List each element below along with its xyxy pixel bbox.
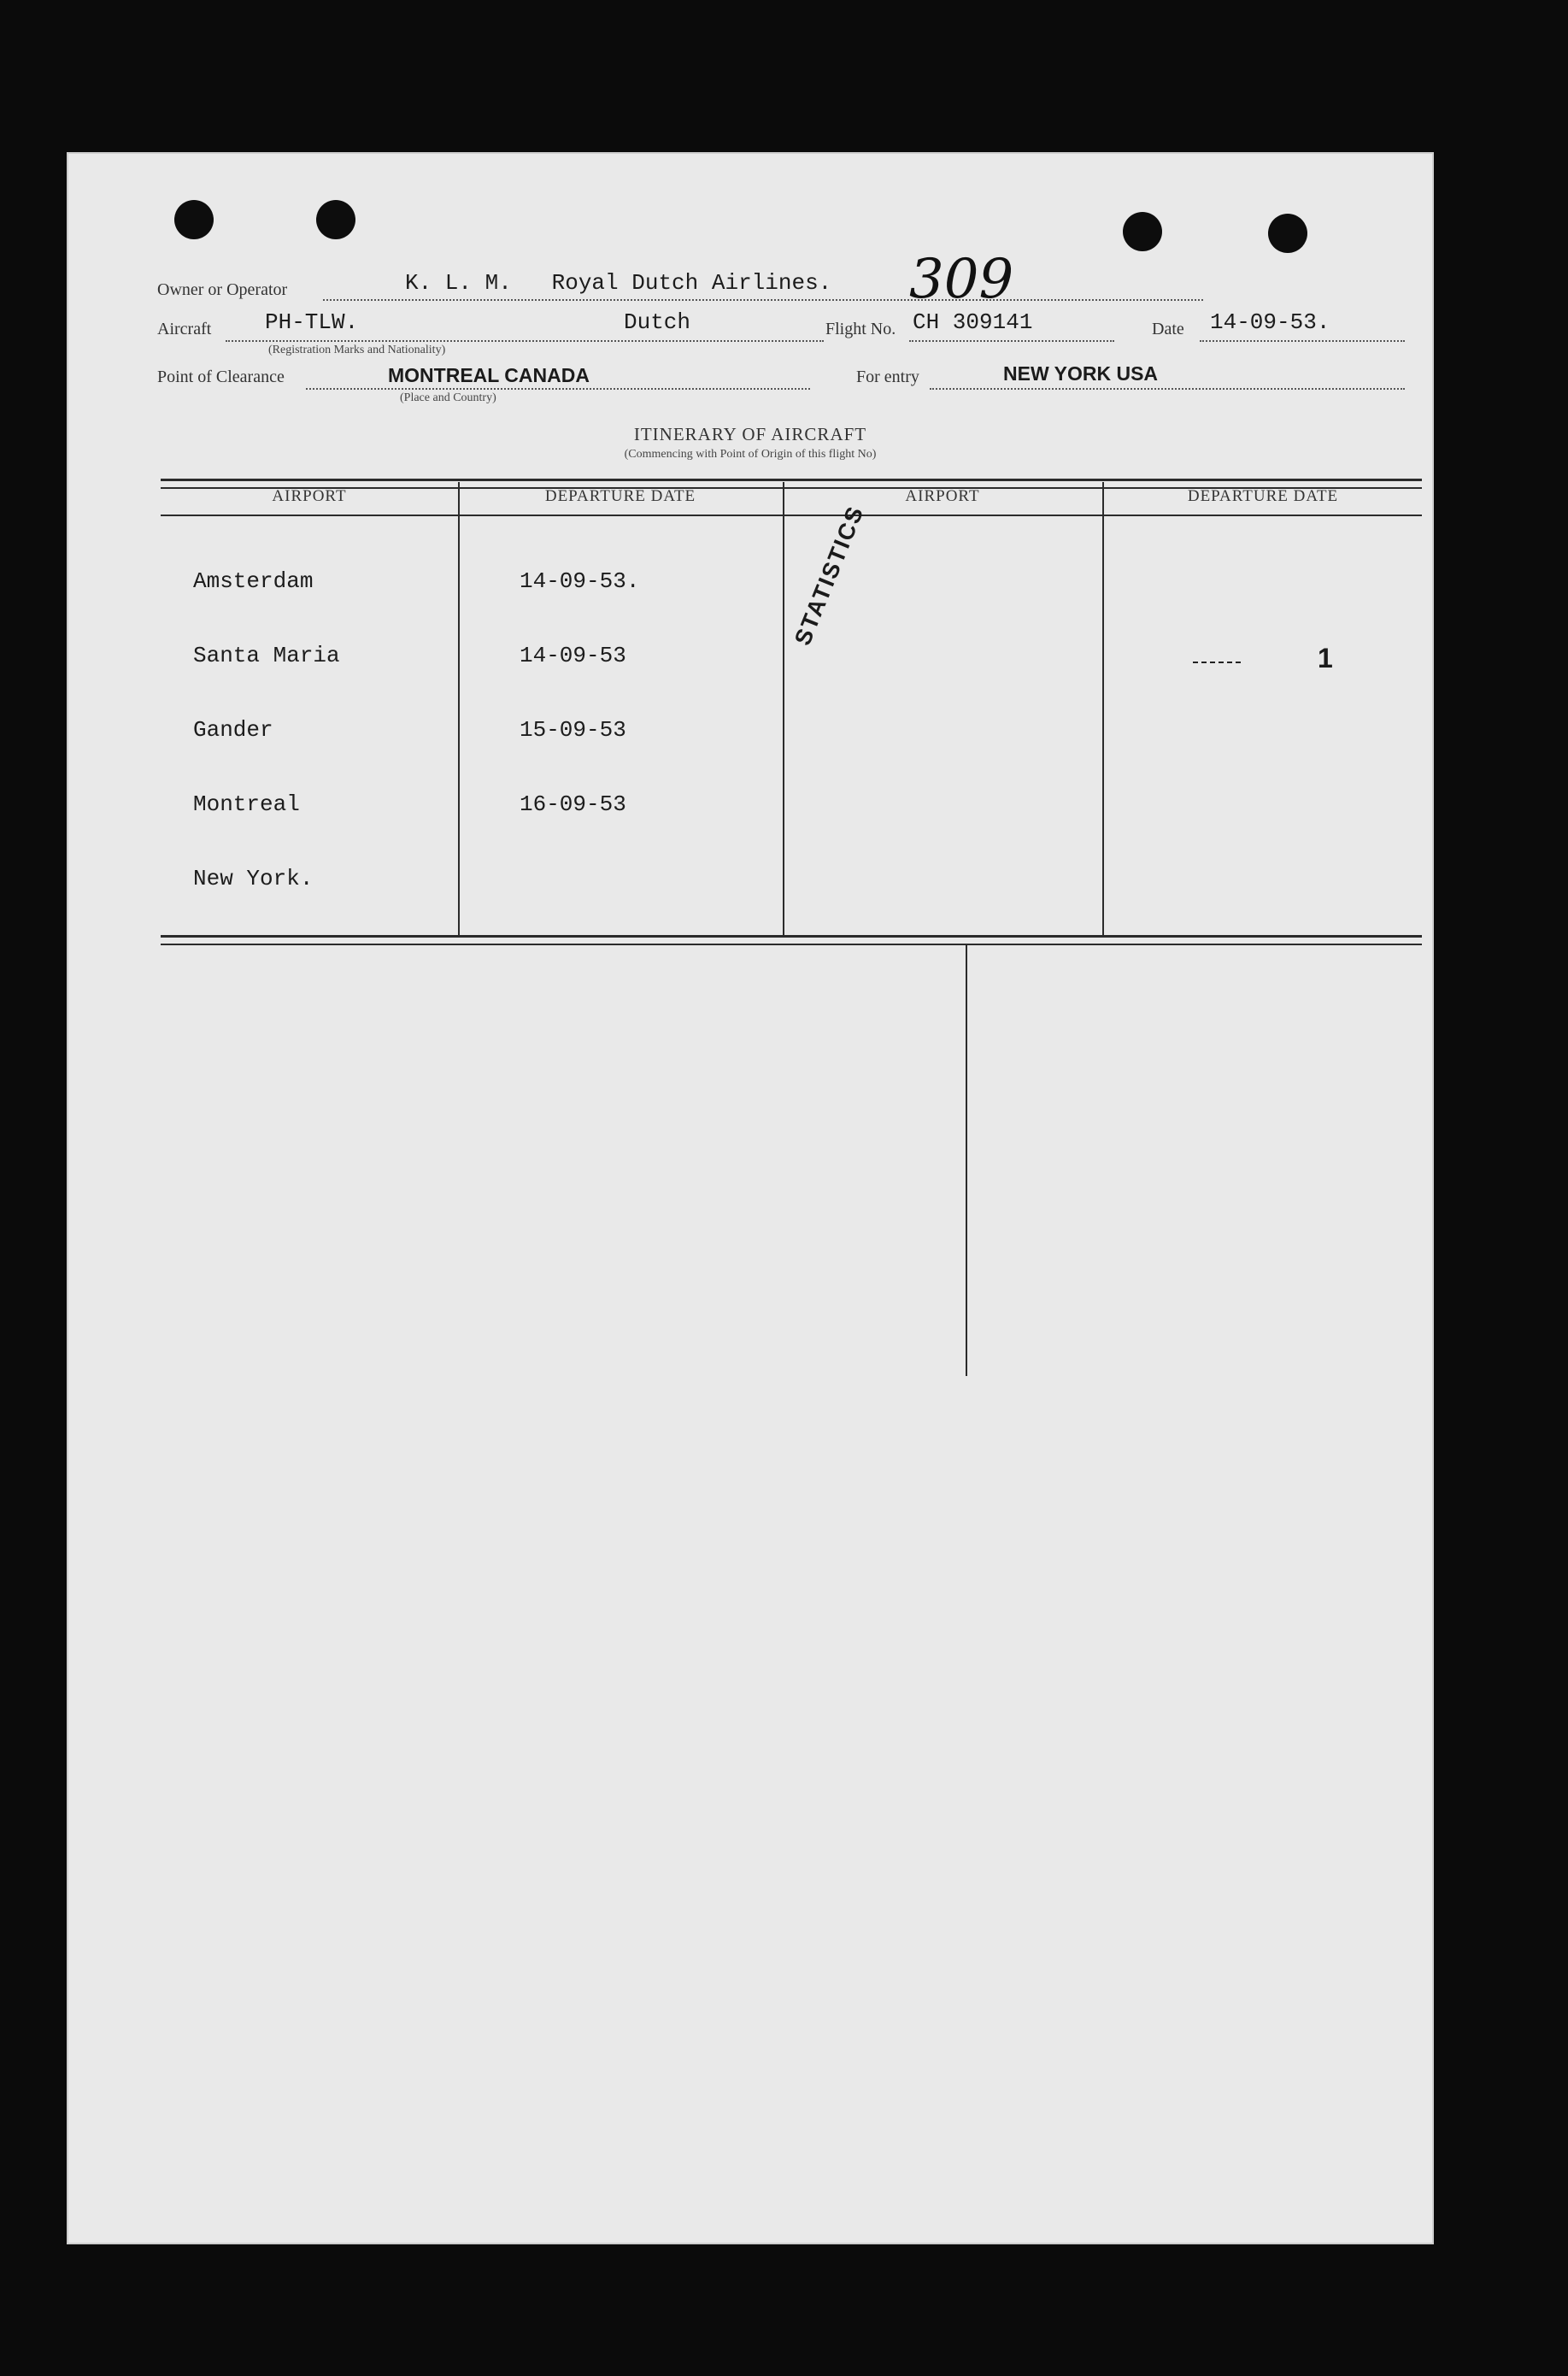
statistics-stamp: STATISTICS [790,502,869,650]
punch-hole [316,200,355,239]
entry-label: For entry [856,368,919,386]
itinerary-airports [193,520,340,941]
itinerary-airport: Santa Maria [193,643,340,668]
flight-line [909,340,1114,342]
itinerary-divider [1102,482,1104,935]
aircraft-label: Aircraft [157,320,212,338]
col-departure: DEPARTURE DATE [544,487,696,505]
punch-hole [1268,214,1307,253]
itinerary-date: 16-09-53 [520,791,626,817]
clearance-line [306,388,810,390]
punch-hole [1123,212,1162,251]
date-value: 14-09-53. [1210,309,1330,335]
owner-line [323,299,1203,301]
date-line [1200,340,1405,342]
registration-caption: (Registration Marks and Nationality) [268,344,446,356]
itinerary-date: 14-09-53 [520,643,626,668]
col-airport: AIRPORT [272,487,347,505]
owner-value: K. L. M. Royal Dutch Airlines. [405,270,832,296]
entry-value: NEW YORK USA [1003,362,1159,385]
clearance-label: Point of Clearance [157,368,285,386]
flight-value: CH 309141 [913,309,1033,335]
clearance-caption: (Place and Country) [400,391,496,404]
itinerary-divider [458,482,460,935]
itinerary-head-rule [161,515,1422,516]
aircraft-line [226,340,824,342]
handwritten-number: 309 [909,248,1014,311]
itinerary-subtitle: (Commencing with Point of Origin of this flight No) [624,448,877,461]
declaration-form [67,152,1434,2244]
col-airport-2: AIRPORT [905,487,980,505]
clearance-value: MONTREAL CANADA [388,364,590,386]
official-divider [966,944,967,1376]
itinerary-dash [1193,662,1241,663]
itinerary-airport: Gander [193,717,273,743]
nationality-value: Dutch [624,309,691,335]
itinerary-airport: Amsterdam [193,568,314,594]
flight-label: Flight No. [825,320,896,338]
itinerary-airport: New York. [193,866,314,891]
itinerary-divider [783,482,784,935]
itinerary-airport: Montreal [193,791,300,817]
punch-hole [174,200,214,239]
col-departure-2: DEPARTURE DATE [1187,487,1339,505]
itinerary-dates [520,520,639,867]
page-mark: 1 [1318,643,1333,673]
itinerary-date: 14-09-53. [520,568,640,594]
owner-label: Owner or Operator [157,280,288,299]
itinerary-title: ITINERARY OF AIRCRAFT [633,424,867,444]
aircraft-value: PH-TLW. [265,309,359,335]
date-label: Date [1152,320,1184,338]
entry-line [930,388,1405,390]
itinerary-bottom-rule [161,935,1422,945]
itinerary-date: 15-09-53 [520,717,626,743]
